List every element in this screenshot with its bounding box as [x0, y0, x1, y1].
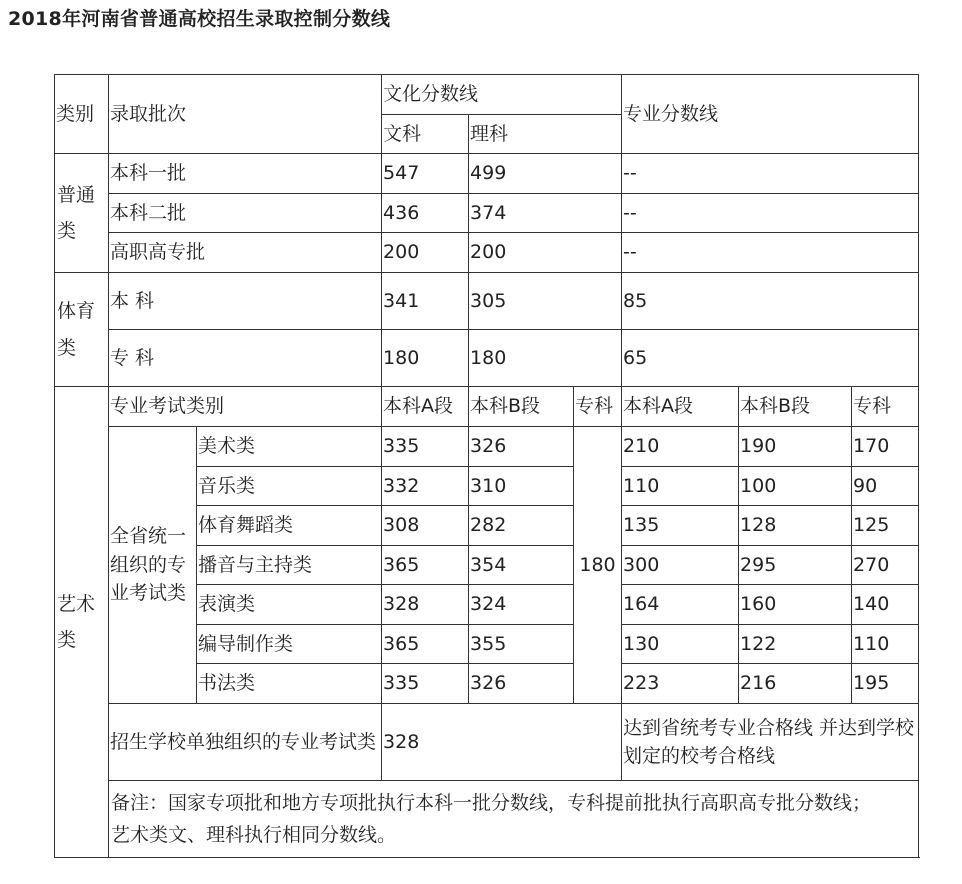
science-score: 200 [469, 233, 622, 273]
culture-a-score: 332 [382, 467, 469, 506]
science-score: 499 [469, 154, 622, 194]
major-score: -- [622, 194, 919, 233]
note-line-2: 艺术类文、理科执行相同分数线。 [111, 824, 397, 846]
major-b-score: 122 [739, 625, 852, 664]
category-tiyu: 体育类 [55, 273, 109, 387]
art-subject: 书法类 [197, 664, 382, 704]
table-row [55, 330, 919, 387]
major-a-score: 223 [622, 664, 739, 704]
culture-b-score: 282 [469, 506, 574, 546]
science-score: 305 [469, 273, 622, 330]
arts-score: 547 [382, 154, 469, 194]
art-subject: 表演类 [197, 585, 382, 625]
arts-score: 436 [382, 194, 469, 233]
major-zk-score: 90 [852, 467, 919, 506]
culture-a-score: 365 [382, 625, 469, 664]
header-major-line: 专业分数线 [622, 75, 919, 154]
major-b-score: 160 [739, 585, 852, 625]
culture-a-header: 本科A段 [382, 387, 469, 427]
major-zk-score: 140 [852, 585, 919, 625]
culture-a-score: 328 [382, 585, 469, 625]
major-b-score: 128 [739, 506, 852, 546]
header-culture-line: 文化分数线 [382, 75, 622, 115]
header-category: 类别 [55, 75, 109, 154]
culture-a-score: 308 [382, 506, 469, 546]
major-zk-score: 125 [852, 506, 919, 546]
major-b-score: 216 [739, 664, 852, 704]
page-title: 2018年河南省普通高校招生录取控制分数线 [8, 8, 391, 30]
major-zk-score: 110 [852, 625, 919, 664]
batch-cell: 本科一批 [109, 154, 382, 194]
major-zk-score: 195 [852, 664, 919, 704]
major-a-score: 130 [622, 625, 739, 664]
culture-b-score: 326 [469, 427, 574, 467]
major-a-score: 164 [622, 585, 739, 625]
major-a-header: 本科A段 [622, 387, 739, 427]
science-score: 180 [469, 330, 622, 387]
major-zk-header: 专科 [852, 387, 919, 427]
art-subject: 编导制作类 [197, 625, 382, 664]
header-row-1 [55, 75, 919, 115]
art-subject: 播音与主持类 [197, 546, 382, 585]
table-row [55, 233, 919, 273]
major-b-score: 100 [739, 467, 852, 506]
category-yishu: 艺术类 [55, 387, 109, 858]
arts-score: 180 [382, 330, 469, 387]
table-row [55, 704, 919, 781]
category-putong: 普通类 [55, 154, 109, 273]
major-score: -- [622, 233, 919, 273]
note-cell [109, 781, 919, 858]
culture-zk-score: 180 [574, 427, 622, 704]
note-row [55, 781, 919, 858]
culture-zk-header: 专科 [574, 387, 622, 427]
major-b-score: 190 [739, 427, 852, 467]
batch-cell: 高职高专批 [109, 233, 382, 273]
major-b-score: 295 [739, 546, 852, 585]
culture-a-score: 335 [382, 427, 469, 467]
major-zk-score: 270 [852, 546, 919, 585]
table-row [55, 154, 919, 194]
culture-b-header: 本科B段 [469, 387, 574, 427]
batch-cell: 本 科 [109, 273, 382, 330]
header-arts: 文科 [382, 115, 469, 154]
table-row [55, 273, 919, 330]
art-subject: 音乐类 [197, 467, 382, 506]
major-a-score: 210 [622, 427, 739, 467]
exam-category-header: 专业考试类别 [109, 387, 382, 427]
note-line-1: 备注：国家专项批和地方专项批执行本科一批分数线，专科提前批执行高职高专批分数线； [111, 791, 872, 814]
arts-score: 341 [382, 273, 469, 330]
art-subject: 美术类 [197, 427, 382, 467]
major-score: 65 [622, 330, 919, 387]
independent-exam-label: 招生学校单独组织的专业考试类 [109, 704, 382, 781]
culture-a-score: 365 [382, 546, 469, 585]
batch-cell: 专 科 [109, 330, 382, 387]
score-table [54, 74, 919, 858]
table-row [55, 194, 919, 233]
header-batch: 录取批次 [109, 75, 382, 154]
major-b-header: 本科B段 [739, 387, 852, 427]
major-score: -- [622, 154, 919, 194]
arts-subheader-row [55, 387, 919, 427]
major-a-score: 135 [622, 506, 739, 546]
culture-a-score: 335 [382, 664, 469, 704]
independent-major-requirement: 达到省统考专业合格线 并达到学校划定的校考合格线 [622, 704, 919, 781]
art-subject: 体育舞蹈类 [197, 506, 382, 546]
major-zk-score: 170 [852, 427, 919, 467]
arts-score: 200 [382, 233, 469, 273]
culture-b-score: 355 [469, 625, 574, 664]
header-science: 理科 [469, 115, 622, 154]
culture-b-score: 326 [469, 664, 574, 704]
major-score: 85 [622, 273, 919, 330]
science-score: 374 [469, 194, 622, 233]
table-row [55, 427, 919, 467]
independent-culture-score: 328 [382, 704, 622, 781]
culture-b-score: 354 [469, 546, 574, 585]
culture-b-score: 324 [469, 585, 574, 625]
major-a-score: 300 [622, 546, 739, 585]
major-a-score: 110 [622, 467, 739, 506]
unified-exam-label: 全省统一组织的专业考试类 [109, 427, 197, 704]
culture-b-score: 310 [469, 467, 574, 506]
batch-cell: 本科二批 [109, 194, 382, 233]
